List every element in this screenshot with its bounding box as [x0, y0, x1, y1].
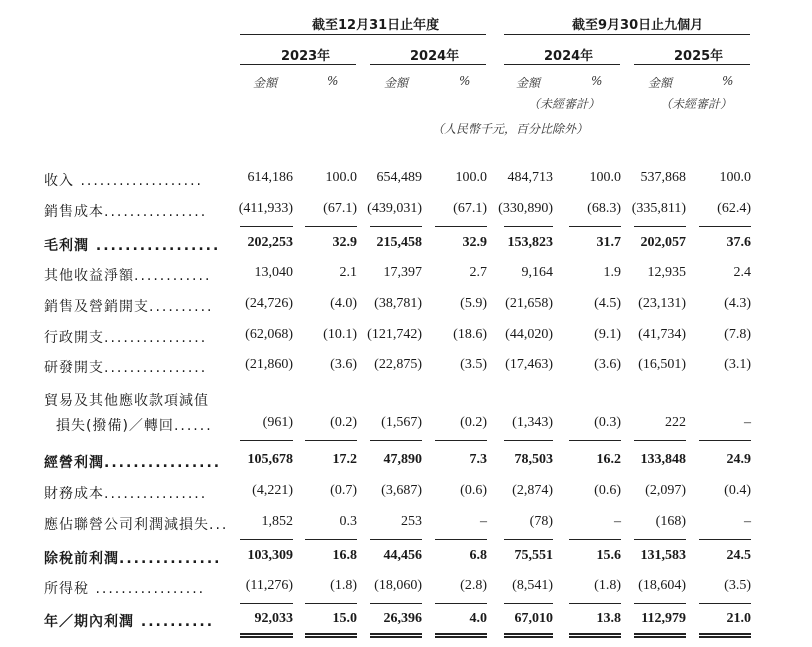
amount-column-label: 金額 — [253, 76, 278, 90]
row-label-text: 收入 — [44, 173, 74, 189]
percent-cell: (18.6) — [453, 327, 487, 342]
year-rule — [634, 64, 750, 65]
percent-cell: (5.9) — [460, 296, 487, 311]
percent-cell: (67.1) — [453, 201, 487, 216]
percent-cell: (3.6) — [594, 357, 621, 372]
percent-cell: (0.4) — [724, 483, 751, 498]
amount-cell: 202,253 — [247, 235, 293, 250]
amount-cell: (21,658) — [505, 296, 553, 311]
subtotal-rule — [435, 440, 487, 441]
percent-cell: (4.3) — [724, 296, 751, 311]
amount-column-label: 金額 — [384, 76, 409, 90]
percent-cell: 100.0 — [589, 170, 621, 185]
year-header: 2024年 — [544, 49, 594, 64]
percent-cell: 37.6 — [726, 235, 751, 250]
subtotal-rule — [240, 603, 293, 604]
amount-cell: 12,935 — [647, 265, 686, 280]
percent-cell: 24.5 — [726, 548, 751, 563]
total-double-rule — [370, 633, 422, 638]
row-label-text: 行政開支 — [44, 330, 104, 346]
percent-cell: – — [744, 514, 751, 529]
percent-cell: – — [744, 415, 751, 430]
amount-cell: (24,726) — [245, 296, 293, 311]
row-label — [44, 514, 228, 534]
amount-cell: 484,713 — [507, 170, 553, 185]
amount-cell: 1,852 — [261, 514, 293, 529]
row-label — [44, 390, 209, 410]
subtotal-rule — [569, 539, 621, 540]
total-double-rule — [435, 633, 487, 638]
percent-cell: (1.8) — [330, 578, 357, 593]
row-label-text: 其他收益淨額 — [44, 268, 134, 284]
row-label — [44, 452, 221, 472]
amount-cell: 103,309 — [247, 548, 293, 563]
row-label — [44, 578, 205, 598]
amount-cell: (17,463) — [505, 357, 553, 372]
year-rule — [370, 64, 486, 65]
amount-cell: 202,057 — [640, 235, 686, 250]
subtotal-rule — [699, 603, 751, 604]
subtotal-rule — [435, 226, 487, 227]
leader-dots: ................. — [89, 238, 221, 254]
leader-dots: ................ — [104, 455, 222, 471]
leader-dots: ................. — [89, 581, 206, 597]
amount-cell: (1,343) — [512, 415, 553, 430]
amount-cell: (2,097) — [645, 483, 686, 498]
amount-cell: 222 — [665, 415, 686, 430]
subtotal-rule — [370, 226, 422, 227]
percent-cell: (9.1) — [594, 327, 621, 342]
group-header-nine-months: 截至9月30日止九個月 — [572, 18, 704, 33]
percent-cell: 4.0 — [469, 611, 487, 626]
amount-cell: 253 — [401, 514, 422, 529]
unaudited-label: （未經審計） — [528, 97, 601, 111]
amount-cell: 654,489 — [376, 170, 422, 185]
amount-cell: (16,501) — [638, 357, 686, 372]
row-label-text: 銷售及營銷開支 — [44, 299, 149, 315]
amount-cell: 44,456 — [383, 548, 422, 563]
percent-cell: 100.0 — [719, 170, 751, 185]
row-label — [44, 611, 214, 631]
percent-cell: (10.1) — [323, 327, 357, 342]
total-double-rule — [634, 633, 686, 638]
amount-cell: (330,890) — [498, 201, 553, 216]
row-label-text: 除稅前利潤 — [44, 551, 119, 567]
percent-cell: 32.9 — [462, 235, 487, 250]
percent-cell: (0.3) — [594, 415, 621, 430]
row-label — [44, 327, 207, 347]
unaudited-label: （未經審計） — [660, 97, 733, 111]
subtotal-rule — [569, 603, 621, 604]
percent-cell: (68.3) — [587, 201, 621, 216]
percent-cell: 13.8 — [596, 611, 621, 626]
amount-cell: 153,823 — [507, 235, 553, 250]
group-rule-annual — [240, 34, 486, 35]
group-rule-nine-months — [504, 34, 750, 35]
amount-cell: (335,811) — [631, 201, 686, 216]
percent-cell: 7.3 — [469, 452, 487, 467]
percent-cell: (0.2) — [330, 415, 357, 430]
total-double-rule — [504, 633, 553, 638]
amount-cell: 105,678 — [247, 452, 293, 467]
percent-cell: 24.9 — [726, 452, 751, 467]
group-header-annual: 截至12月31日止年度 — [312, 18, 440, 33]
percent-cell: (4.0) — [330, 296, 357, 311]
subtotal-rule — [699, 440, 751, 441]
amount-cell: 537,868 — [640, 170, 686, 185]
percent-cell: 32.9 — [332, 235, 357, 250]
subtotal-rule — [699, 226, 751, 227]
percent-cell: (0.7) — [330, 483, 357, 498]
subtotal-rule — [504, 603, 553, 604]
subtotal-rule — [504, 226, 553, 227]
amount-cell: (961) — [262, 415, 293, 430]
amount-cell: 112,979 — [641, 611, 686, 626]
subtotal-rule — [634, 539, 686, 540]
percent-cell: (3.5) — [724, 578, 751, 593]
percent-column-label: % — [327, 74, 339, 88]
percent-cell: 0.3 — [339, 514, 357, 529]
amount-cell: 78,503 — [514, 452, 553, 467]
amount-cell: (168) — [655, 514, 686, 529]
percent-cell: 2.1 — [339, 265, 357, 280]
amount-cell: (62,068) — [245, 327, 293, 342]
percent-cell: 100.0 — [455, 170, 487, 185]
leader-dots: ................ — [104, 204, 208, 220]
subtotal-rule — [370, 539, 422, 540]
amount-cell: 75,551 — [514, 548, 553, 563]
percent-cell: 6.8 — [469, 548, 487, 563]
row-label — [44, 483, 207, 503]
amount-cell: 92,033 — [254, 611, 293, 626]
total-double-rule — [569, 633, 621, 638]
row-label-text: 經營利潤 — [44, 455, 104, 471]
subtotal-rule — [370, 440, 422, 441]
percent-cell: 15.6 — [596, 548, 621, 563]
row-label-text: 研發開支 — [44, 360, 104, 376]
amount-cell: 67,010 — [514, 611, 553, 626]
amount-cell: 133,848 — [640, 452, 686, 467]
amount-cell: 614,186 — [247, 170, 293, 185]
percent-cell: 15.0 — [332, 611, 357, 626]
percent-cell: (3.6) — [330, 357, 357, 372]
total-double-rule — [699, 633, 751, 638]
leader-dots: ................ — [104, 360, 208, 376]
subtotal-rule — [305, 603, 357, 604]
percent-cell: 17.2 — [332, 452, 357, 467]
leader-dots: ............ — [134, 268, 212, 284]
percent-cell: (3.5) — [460, 357, 487, 372]
subtotal-rule — [240, 539, 293, 540]
amount-cell: (3,687) — [381, 483, 422, 498]
amount-cell: 9,164 — [521, 265, 553, 280]
row-label-text: 應佔聯營公司利潤減損失 — [44, 517, 209, 533]
amount-cell: 17,397 — [383, 265, 422, 280]
percent-cell: (7.8) — [724, 327, 751, 342]
percent-column-label: % — [459, 74, 471, 88]
amount-cell: (78) — [529, 514, 553, 529]
subtotal-rule — [435, 603, 487, 604]
row-label — [44, 235, 220, 255]
amount-cell: (22,875) — [374, 357, 422, 372]
row-label-text: 毛利潤 — [44, 238, 89, 254]
amount-cell: (11,276) — [245, 578, 293, 593]
row-label — [44, 296, 214, 316]
subtotal-rule — [370, 603, 422, 604]
percent-cell: 31.7 — [596, 235, 621, 250]
row-label — [56, 415, 213, 435]
percent-cell: 100.0 — [325, 170, 357, 185]
subtotal-rule — [699, 539, 751, 540]
amount-cell: (18,604) — [638, 578, 686, 593]
row-label-text: 財務成本 — [44, 486, 104, 502]
percent-cell: (2.8) — [460, 578, 487, 593]
amount-cell: 215,458 — [376, 235, 422, 250]
year-header: 2024年 — [410, 49, 460, 64]
leader-dots: ................ — [104, 330, 208, 346]
total-double-rule — [240, 633, 293, 638]
row-label-text: 所得稅 — [44, 581, 89, 597]
subtotal-rule — [634, 440, 686, 441]
amount-cell: 131,583 — [640, 548, 686, 563]
row-label — [44, 357, 207, 377]
percent-cell: 21.0 — [726, 611, 751, 626]
amount-cell: (44,020) — [505, 327, 553, 342]
year-header: 2025年 — [674, 49, 724, 64]
amount-cell: (8,541) — [512, 578, 553, 593]
percent-column-label: % — [591, 74, 603, 88]
subtotal-rule — [634, 603, 686, 604]
percent-column-label: % — [722, 74, 734, 88]
subtotal-rule — [305, 539, 357, 540]
percent-cell: – — [614, 514, 621, 529]
leader-dots: ................... — [74, 173, 204, 189]
year-rule — [240, 64, 356, 65]
row-label — [44, 548, 221, 568]
year-header: 2023年 — [281, 49, 331, 64]
percent-cell: – — [480, 514, 487, 529]
unit-note: （人民幣千元，百分比除外） — [432, 122, 589, 136]
subtotal-rule — [240, 226, 293, 227]
row-label-text: 貿易及其他應收款項減值 — [44, 393, 209, 409]
row-label-text: 銷售成本 — [44, 204, 104, 220]
amount-cell: (1,567) — [381, 415, 422, 430]
percent-cell: (1.8) — [594, 578, 621, 593]
percent-cell: (3.1) — [724, 357, 751, 372]
amount-cell: (439,031) — [367, 201, 422, 216]
percent-cell: 16.2 — [596, 452, 621, 467]
amount-cell: (2,874) — [512, 483, 553, 498]
amount-cell: (38,781) — [374, 296, 422, 311]
amount-cell: (4,221) — [252, 483, 293, 498]
percent-cell: (4.5) — [594, 296, 621, 311]
row-label — [44, 170, 203, 190]
amount-cell: (411,933) — [238, 201, 293, 216]
subtotal-rule — [435, 539, 487, 540]
percent-cell: 1.9 — [603, 265, 621, 280]
leader-dots: .......... — [149, 299, 214, 315]
leader-dots: ...... — [173, 418, 213, 434]
leader-dots: .......... — [134, 614, 215, 630]
amount-column-label: 金額 — [648, 76, 673, 90]
percent-cell: (0.2) — [460, 415, 487, 430]
amount-cell: (21,860) — [245, 357, 293, 372]
subtotal-rule — [305, 226, 357, 227]
amount-cell: (23,131) — [638, 296, 686, 311]
year-rule — [504, 64, 620, 65]
subtotal-rule — [240, 440, 293, 441]
leader-dots: ... — [209, 517, 229, 533]
subtotal-rule — [569, 226, 621, 227]
row-label — [44, 265, 211, 285]
percent-cell: 2.7 — [469, 265, 487, 280]
subtotal-rule — [569, 440, 621, 441]
subtotal-rule — [305, 440, 357, 441]
percent-cell: (62.4) — [717, 201, 751, 216]
percent-cell: 2.4 — [733, 265, 751, 280]
amount-cell: (18,060) — [374, 578, 422, 593]
subtotal-rule — [504, 440, 553, 441]
amount-cell: (121,742) — [367, 327, 422, 342]
subtotal-rule — [634, 226, 686, 227]
leader-dots: ................ — [104, 486, 208, 502]
amount-cell: 13,040 — [254, 265, 293, 280]
amount-cell: 47,890 — [383, 452, 422, 467]
percent-cell: (0.6) — [594, 483, 621, 498]
amount-cell: (41,734) — [638, 327, 686, 342]
total-double-rule — [305, 633, 357, 638]
leader-dots: .............. — [119, 551, 222, 567]
percent-cell: (0.6) — [460, 483, 487, 498]
percent-cell: (67.1) — [323, 201, 357, 216]
amount-cell: 26,396 — [383, 611, 422, 626]
amount-column-label: 金額 — [516, 76, 541, 90]
percent-cell: 16.8 — [332, 548, 357, 563]
row-label — [44, 201, 207, 221]
row-label-text: 年／期內利潤 — [44, 614, 134, 630]
row-label-text: 損失(撥備)／轉回 — [56, 418, 174, 434]
subtotal-rule — [504, 539, 553, 540]
